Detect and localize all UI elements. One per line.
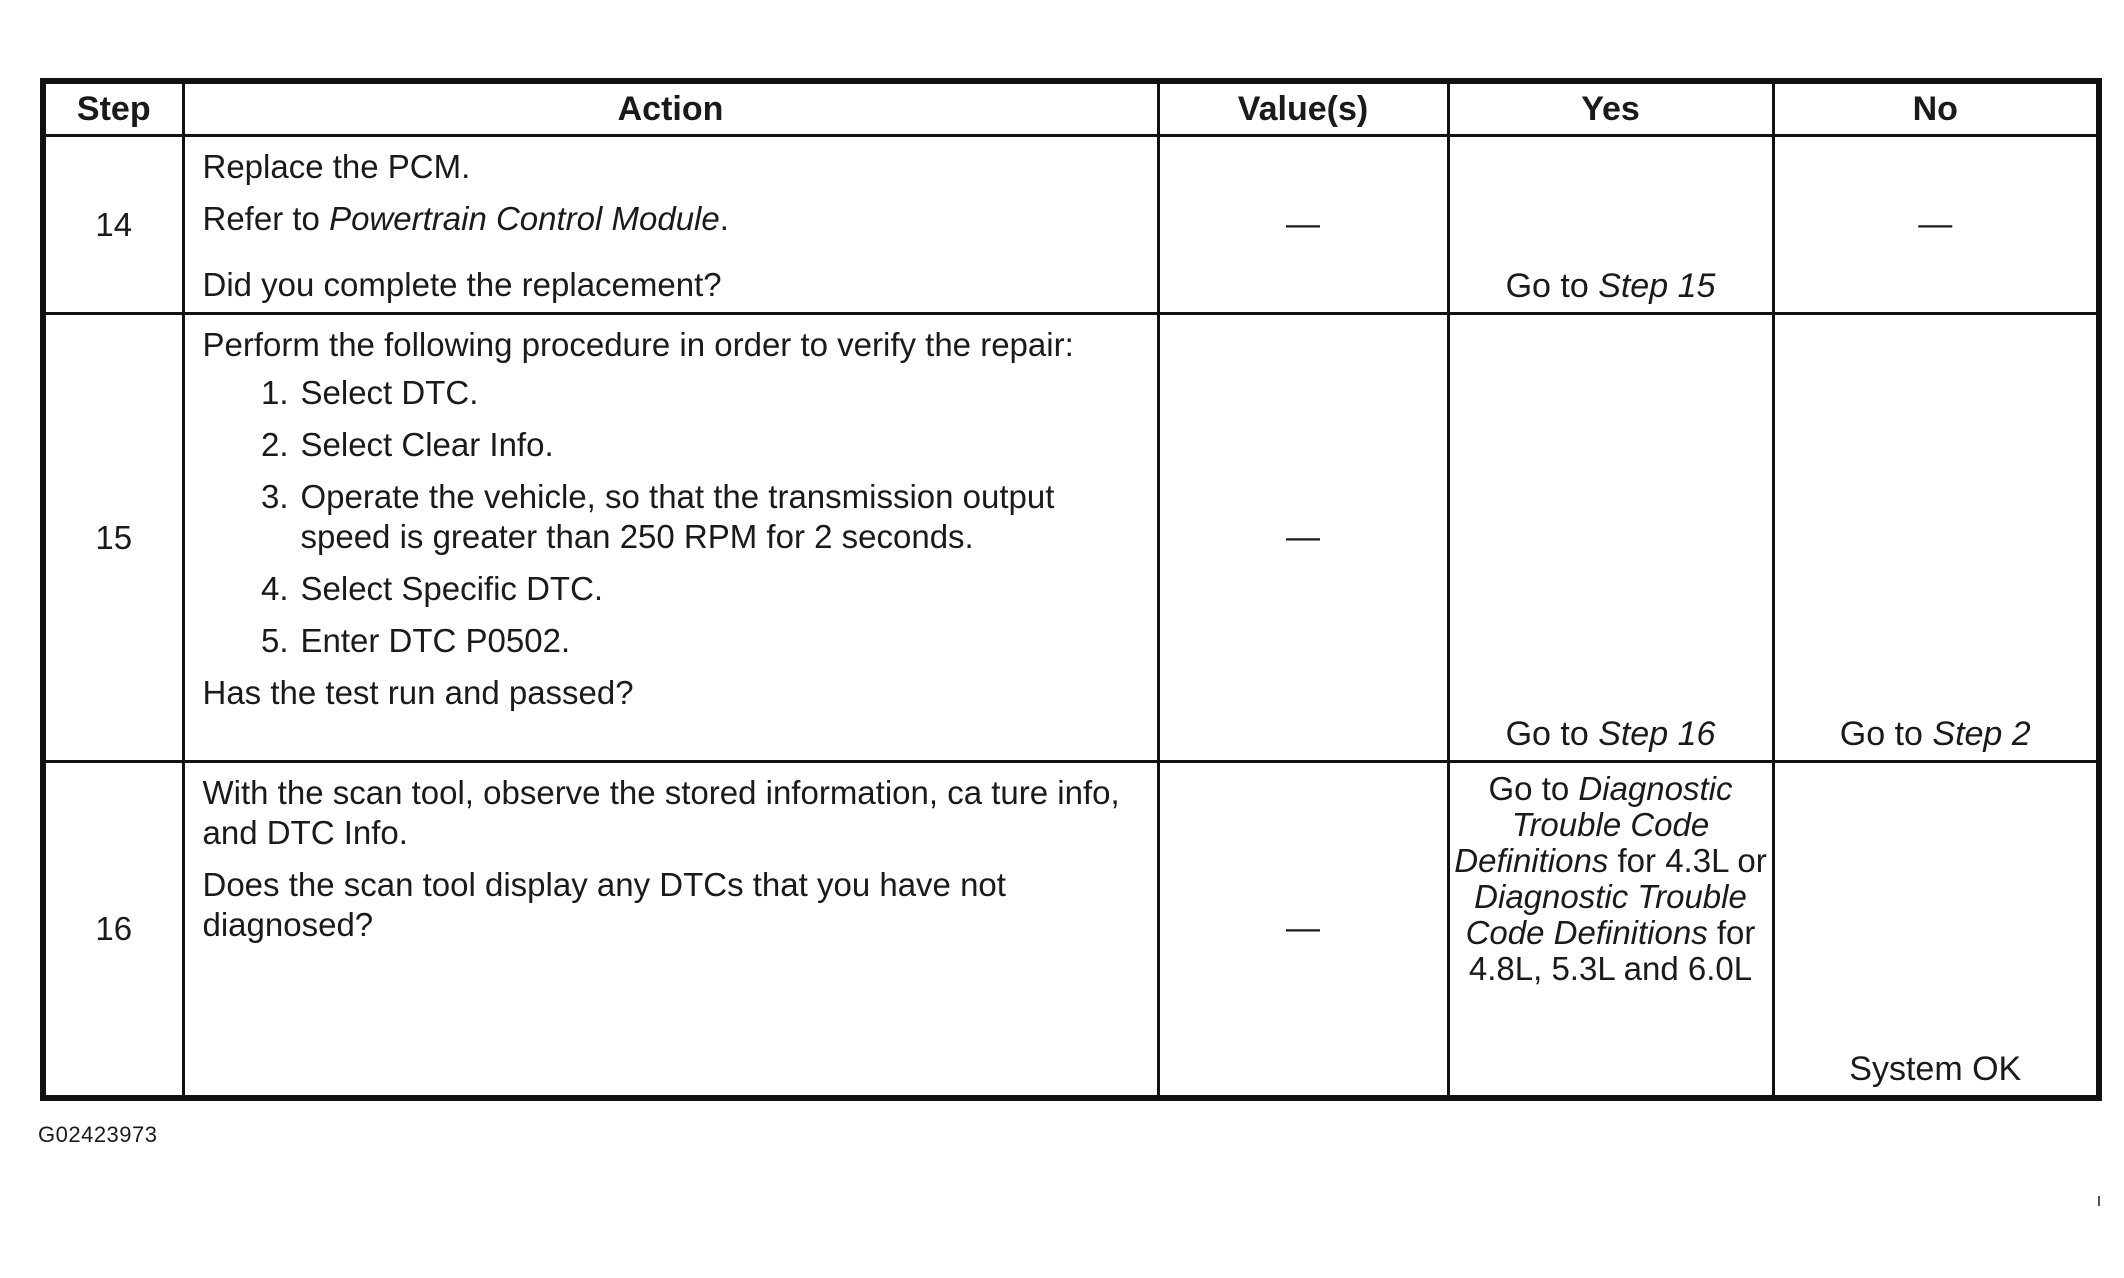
header-row bbox=[43, 81, 2099, 136]
header-yes: Yes bbox=[1448, 81, 1773, 136]
action-cell bbox=[183, 136, 1158, 314]
action-question: Does the scan tool display any DTCs that you have not diagnosed? bbox=[202, 866, 1006, 943]
action-text: With the scan tool, observe the stored information, ca ture info, and DTC Info. bbox=[202, 774, 1120, 851]
no-cell: System OK bbox=[1773, 762, 2099, 1098]
step-number: 16 bbox=[43, 762, 183, 1098]
no-cell: — bbox=[1773, 136, 2099, 314]
action-text: Replace the PCM. bbox=[202, 148, 471, 185]
action-reference: Refer to Powertrain Control Module. bbox=[202, 200, 729, 237]
yes-cell: Go to Step 15 bbox=[1448, 136, 1773, 314]
header-no: No bbox=[1773, 81, 2099, 136]
step-link: Step 2 bbox=[1932, 715, 2031, 753]
no-cell: Go to Step 2 bbox=[1773, 314, 2099, 762]
table-row-step-16 bbox=[43, 762, 2099, 1098]
step-link: Step 16 bbox=[1598, 715, 1716, 753]
action-question: Has the test run and passed? bbox=[202, 674, 634, 711]
table-row-step-14 bbox=[43, 136, 2099, 314]
table-row-step-15 bbox=[43, 314, 2099, 762]
step-number: 15 bbox=[43, 314, 183, 762]
list-item: 2. Select Clear Info. bbox=[260, 426, 554, 463]
reference-link: Powertrain Control Module bbox=[329, 200, 720, 237]
list-item: 3. Operate the vehicle, so that the transmission output speed is greater than 250 RPM for 2 seconds. bbox=[260, 478, 1055, 555]
value-cell: — bbox=[1158, 314, 1448, 762]
reference-link: Diagnostic Trouble Code Definitions bbox=[1465, 878, 1747, 951]
header-values: Value(s) bbox=[1158, 81, 1448, 136]
step-number: 14 bbox=[43, 136, 183, 314]
list-item: 1. Select DTC. bbox=[260, 374, 479, 411]
action-intro: Perform the following procedure in order to verify the repair: bbox=[202, 326, 1074, 363]
reference-link: Diagnostic Trouble Code Definitions bbox=[1454, 770, 1733, 879]
figure-id: G02423973 bbox=[38, 1122, 158, 1147]
value-cell: — bbox=[1158, 136, 1448, 314]
action-question: Did you complete the replacement? bbox=[202, 266, 722, 303]
value-cell: — bbox=[1158, 762, 1448, 1098]
list-item: 4. Select Specific DTC. bbox=[260, 570, 604, 607]
action-cell bbox=[183, 314, 1158, 762]
procedure-list bbox=[203, 373, 1143, 661]
diagnostic-table bbox=[40, 78, 2102, 1101]
header-action: Action bbox=[183, 81, 1158, 136]
yes-cell: Go to Step 16 bbox=[1448, 314, 1773, 762]
list-item: 5. Enter DTC P0502. bbox=[260, 622, 571, 659]
yes-cell: Go to Diagnostic Trouble Code Definitions for 4.3L or Diagnostic Trouble Code Definitions for 4.8L, 5.3L and 6.0L bbox=[1448, 762, 1773, 1098]
page-edge-mark bbox=[2098, 1196, 2100, 1206]
header-step: Step bbox=[43, 81, 183, 136]
step-link: Step 15 bbox=[1598, 267, 1716, 305]
action-cell bbox=[183, 762, 1158, 1098]
